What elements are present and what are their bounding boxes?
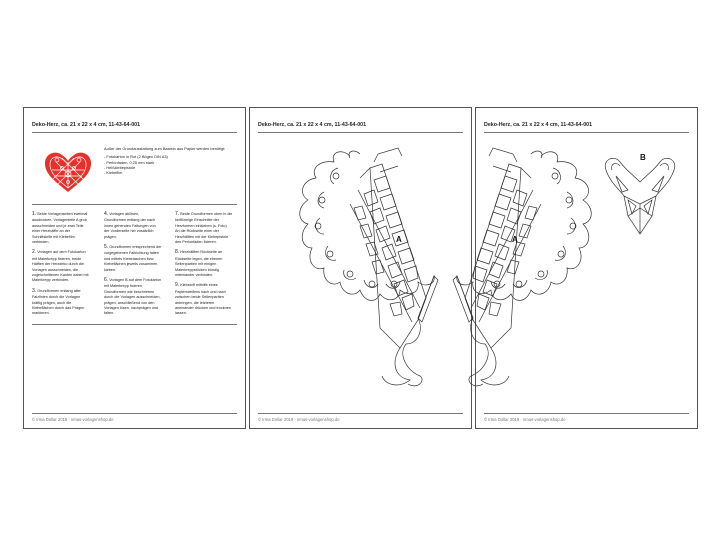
steps-column-2 <box>104 211 162 321</box>
template-part-b <box>600 152 680 238</box>
footer-divider <box>484 413 689 414</box>
step-6: 6. Vorlagen B auf dem Fotokarton mit Malerkrepp fixieren, Grundformen wie beschrieben durch die Vorlagen ausschneiden, prägen, anschließend von den Vorlagen lösen, nachprägen und falten. <box>104 277 162 316</box>
material-item: - Heißklebepistole <box>104 164 136 170</box>
step-3: 3. Grundformen entlang aller Falzlinien durch die Vorlagen kräftig prägen, auch die Klebeflächen durch das Prägen markieren. <box>32 287 85 316</box>
step-9: 9. Klebstoff mithilfe eines Papierstreifens nach und nach zwischen beide Seitenpartien anbringen, die letzteren aneinander drücken und trocknen lassen. <box>175 282 231 316</box>
step-7: 7. Beide Grundformen oben in die keilförmige Einschnitte der Herzformen einkleben (s. Foto). An die Rückseite einer der Herzhälften mit der Klebepistole den Perlonfaden fixieren. <box>175 211 233 244</box>
part-label-a: A <box>512 235 518 244</box>
material-item: - Perlonfaden, 0,25 mm stark <box>104 159 155 165</box>
steps-column-3 <box>175 211 233 321</box>
material-item: - Klebefilm <box>104 170 123 176</box>
page-title: Deko-Herz, ca. 21 x 22 x 4 cm, 11-43-64-001 <box>32 122 141 128</box>
materials-list <box>104 146 234 175</box>
page-title: Deko-Herz, ca. 21 x 22 x 4 cm, 11-43-64-001 <box>484 122 593 128</box>
material-item: - Fotokarton in Rot (2 Bögen DIN A3) <box>104 154 168 160</box>
template-page <box>475 107 698 429</box>
template-page <box>249 107 472 429</box>
page-title: Deko-Herz, ca. 21 x 22 x 4 cm, 11-43-64-001 <box>258 122 367 128</box>
red-heart-photo <box>42 148 94 196</box>
page-footer: © Irma Dollar 2019 · nmas-vorlagenshop.de <box>32 417 114 422</box>
instruction-page <box>23 107 246 429</box>
part-label-b: B <box>640 153 646 162</box>
step-5: 5. Grundformen entsprechend der vorgegebenen Faltrichtung falten und mittels Klebelaschen bzw. Klebeflächen jeweils zusammen kleben. <box>104 244 162 272</box>
part-label-a: A <box>396 235 402 244</box>
step-2: 2. Vorlagen auf dem Fotokarton mit Malerkrepp fixieren, beide Hälften der Herzdeko durch die Vorlagen ausschneiden, die zugeschnittenen Kanten dabei mit Malerkrepp verbinden. <box>32 249 89 283</box>
footer-divider <box>258 413 463 414</box>
step-1: 1. Beide Vorlagenseiten zweimal ausdrucken. Vorlagenteile A grob ausschneiden und je zwei Teile einer Herzhälfte an der Schnittstelle mit Klebefilm verbinden. <box>32 211 88 244</box>
materials-intro: Außer der Grundausstattung zum Basteln aus Papier werden benötigt: <box>104 146 226 151</box>
step-8: 8. Herzhälften Rückseite an Rückseite legen, die ebenen Seitenpartien mit einigen Malerkreppstücken bündig miteinander verbinden. <box>175 249 223 277</box>
section-divider <box>32 204 237 205</box>
steps-column-1 <box>32 211 90 321</box>
step-4: 4. Vorlagen ablösen, Grundformen entlang der nach innen gehenden Faltungen von der Vorderseite her zusätzlich prägen. <box>104 211 156 239</box>
page-footer: © Irma Dollar 2019 · nmas-vorlagenshop.de <box>484 417 566 422</box>
title-divider <box>32 132 237 133</box>
section-divider <box>32 324 237 325</box>
page-footer: © Irma Dollar 2019 · nmas-vorlagenshop.de <box>258 417 340 422</box>
template-part-a <box>250 108 473 430</box>
footer-divider <box>32 413 237 414</box>
